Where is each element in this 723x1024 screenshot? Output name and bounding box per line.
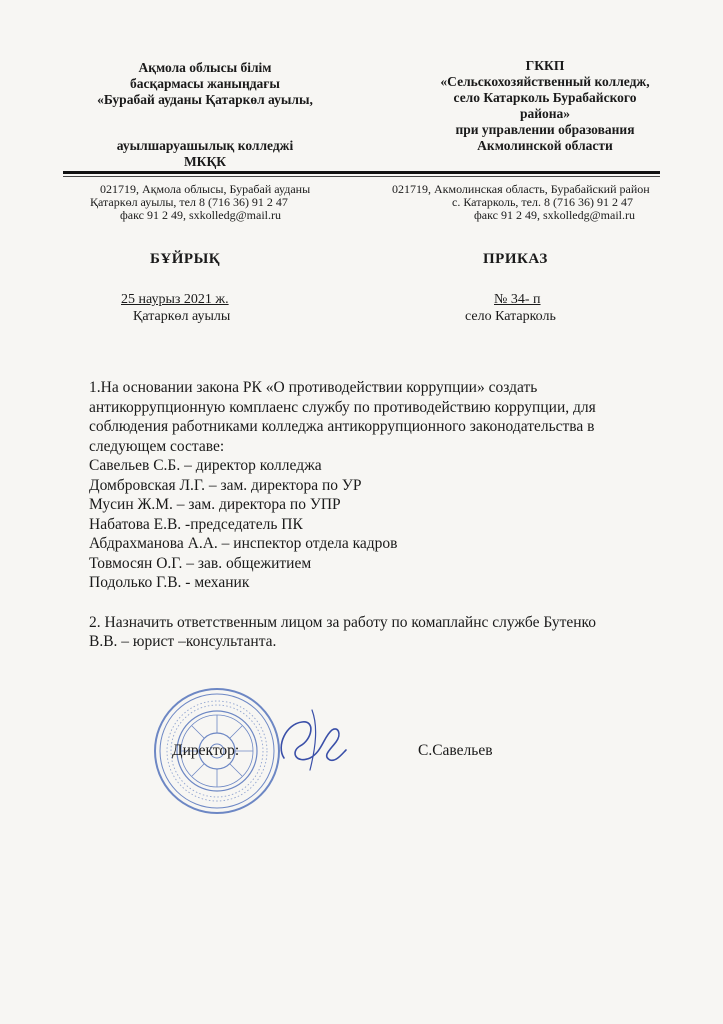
text-line: следующем составе: [89, 437, 225, 455]
text-line: антикоррупционную комплаенс службу по противодействию коррупции, для [89, 398, 596, 416]
header-right-line: Акмолинской области [477, 138, 613, 153]
address-right-line: факс 91 2 49, sxkolledg@mail.ru [474, 208, 635, 222]
member-item: Домбровская Л.Г. – зам. директора по УР [89, 476, 362, 494]
place-ru: село Катарколь [465, 309, 556, 324]
header-left-line: Ақмола облысы білім [138, 60, 272, 75]
signature-name: С.Савельев [418, 742, 493, 759]
address-left [90, 183, 350, 222]
place-kz: Қатаркөл ауылы [133, 309, 231, 324]
address-left-line: Қатаркөл ауылы, тел 8 (716 36) 91 2 47 [90, 195, 288, 209]
address-right [392, 183, 682, 222]
header-left-line: МКҚК [183, 154, 227, 169]
member-item: Товмосян О.Г. – зав. общежитием [89, 554, 312, 572]
member-item: Набатова Е.В. -председатель ПК [89, 515, 303, 533]
order-body [89, 378, 689, 652]
member-item: Подолько Г.В. - механик [89, 574, 250, 591]
header-right-line: село Катарколь Бурабайского [453, 90, 637, 105]
header-right-line: «Сельскохозяйственный колледж, [440, 74, 650, 89]
header-right-line: района» [519, 106, 571, 121]
paragraph-1 [89, 378, 689, 456]
header-left-line: ауылшаруашылық колледжі [116, 138, 294, 153]
member-item: Мусин Ж.М. – зам. директора по УПР [89, 496, 341, 513]
address-left-line: факс 91 2 49, sxkolledg@mail.ru [120, 208, 281, 222]
header-divider-thick [63, 171, 660, 174]
header-divider-thin [63, 176, 660, 177]
members-list [89, 456, 689, 593]
header-right-line: ГККП [525, 58, 565, 73]
title-ru: ПРИКАЗ [483, 251, 548, 267]
signature-icon [272, 706, 352, 776]
order-number: № 34- п [494, 292, 541, 307]
header-left-line: «Бурабай ауданы Қатаркөл ауылы, [97, 92, 313, 107]
header-left [70, 60, 340, 170]
text-line: 1.На основании закона РК «О противодействии коррупции» создать [89, 379, 538, 396]
paragraph-2 [89, 613, 689, 652]
order-date: 25 наурыз 2021 ж. [121, 292, 229, 307]
header-left-line: басқармасы жаныңдағы [130, 76, 280, 91]
header-right [420, 58, 670, 154]
text-line: соблюдения работниками колледжа антикоррупционного законодательства в [89, 418, 595, 435]
address-left-line: 021719, Ақмола облысы, Бурабай ауданы [100, 182, 311, 196]
title-kz: БҰЙРЫҚ [150, 251, 221, 267]
member-item: Савельев С.Б. – директор колледжа [89, 457, 322, 474]
text-line: 2. Назначить ответственным лицом за работу по комаплайнс службе Бутенко [89, 613, 597, 631]
member-item: Абдрахманова А.А. – инспектор отдела кадров [89, 535, 398, 552]
header-right-line: при управлении образования [455, 122, 635, 137]
signature-role: Директор: [172, 742, 240, 759]
address-right-line: с. Катарколь, тел. 8 (716 36) 91 2 47 [452, 195, 633, 209]
address-right-line: 021719, Акмолинская область, Бурабайский район [392, 182, 650, 196]
text-line: В.В. – юрист –консультанта. [89, 633, 277, 650]
